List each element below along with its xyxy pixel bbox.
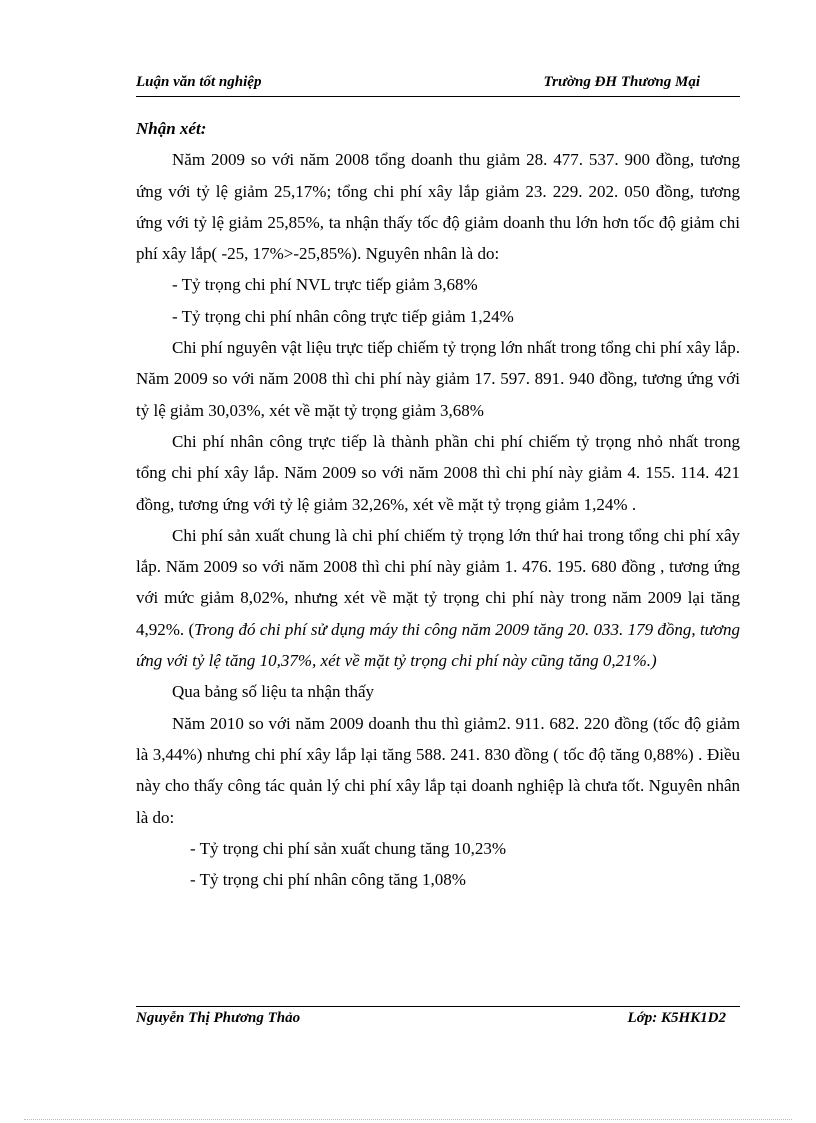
section-title: Nhận xét: bbox=[136, 119, 207, 138]
header-thesis-label: Luận văn tốt nghiệp bbox=[136, 74, 262, 90]
machine-cost-note: Trong đó chi phí sử dụng máy thi công năm 2009 tăng 20. 033. 179 đồng, tương ứng với tỷ lệ tăng 10,37%, xét về mặt tỷ trọng chi phí này cũng tăng 0,21%.) bbox=[136, 619, 741, 671]
paragraph-labor-cost: Chi phí nhân công trực tiếp là thành phần chi phí chiếm tỷ trọng nhỏ nhất trong tổng chi phí xây lắp. Năm 2009 so với năm 2008 thì chi phí này giảm 4. 155. 114. 421 đồng, tương ứng với tỷ lệ giảm 32,26%, xét về mặt tỷ trọng giảm 1,24% . bbox=[136, 431, 740, 514]
paragraph-2010-revenue: Năm 2010 so với năm 2009 doanh thu thì giảm2. 911. 682. 220 đồng (tốc độ giảm là 3,44%) nhưng chi phí xây lắp lại tăng 588. 241. 830 đồng ( tốc độ tăng 0,88%) . Điều này cho thấy công tác quản lý chi phí xây lắp tại doanh nghiệp là chưa tốt. Nguyên nhân là do: bbox=[136, 713, 740, 827]
page-bottom-edge bbox=[24, 1119, 792, 1120]
header-university-name: Trường ĐH Thương Mại bbox=[543, 74, 700, 90]
page-footer bbox=[136, 1010, 740, 1032]
bullet-labor-cost-ratio: - Tỷ trọng chi phí nhân công tăng 1,08% bbox=[190, 870, 466, 890]
paragraph-table-intro: Qua bảng số liệu ta nhận thấy bbox=[172, 682, 375, 702]
page-body bbox=[136, 113, 740, 895]
bullet-nvl-ratio: - Tỷ trọng chi phí NVL trực tiếp giảm 3,68% bbox=[172, 275, 478, 295]
paragraph-material-cost: Chi phí nguyên vật liệu trực tiếp chiếm tỷ trọng lớn nhất trong tổng chi phí xây lắp. Năm 2009 so với năm 2008 thì chi phí này giảm 17. 597. 891. 940 đồng, tương ứng với tỷ lệ giảm 30,03%, xét về mặt tỷ trọng giảm 3,68% bbox=[136, 338, 740, 420]
bullet-general-cost-ratio: - Tỷ trọng chi phí sản xuất chung tăng 10,23% bbox=[190, 838, 507, 858]
footer-author-name: Nguyễn Thị Phương Thảo bbox=[136, 1010, 301, 1026]
paragraph-2009-revenue: Năm 2009 so với năm 2008 tổng doanh thu giảm 28. 477. 537. 900 đồng, tương ứng với tỷ lệ giảm 25,17%; tổng chi phí xây lắp giảm 23. 229. 202. 050 đồng, tương ứng với tỷ lệ giảm 25,85%, ta nhận thấy tốc độ giảm doanh thu lớn hơn tốc độ giảm chi phí xây lắp( -25, 17%>-25,85%). Nguyên nhân là do: bbox=[136, 150, 740, 264]
bullet-labor-ratio: - Tỷ trọng chi phí nhân công trực tiếp giảm 1,24% bbox=[172, 306, 514, 326]
page-header bbox=[136, 74, 740, 96]
general-cost-text: Chi phí sản xuất chung là chi phí chiếm tỷ trọng lớn thứ hai trong tổng chi phí xây lắp. Năm 2009 so với năm 2008 thì chi phí này giảm 1. 476. 195. 680 đồng , tương ứng với mức giảm 8,02%, nhưng xét về mặt tỷ trọng chi phí này trong năm 2009 lại tăng 4,92%. ( bbox=[136, 525, 740, 639]
footer-divider bbox=[136, 1006, 740, 1007]
header-divider bbox=[136, 96, 740, 97]
paragraph-general-cost bbox=[136, 520, 740, 676]
footer-class-code: Lớp: K5HK1D2 bbox=[627, 1010, 726, 1026]
